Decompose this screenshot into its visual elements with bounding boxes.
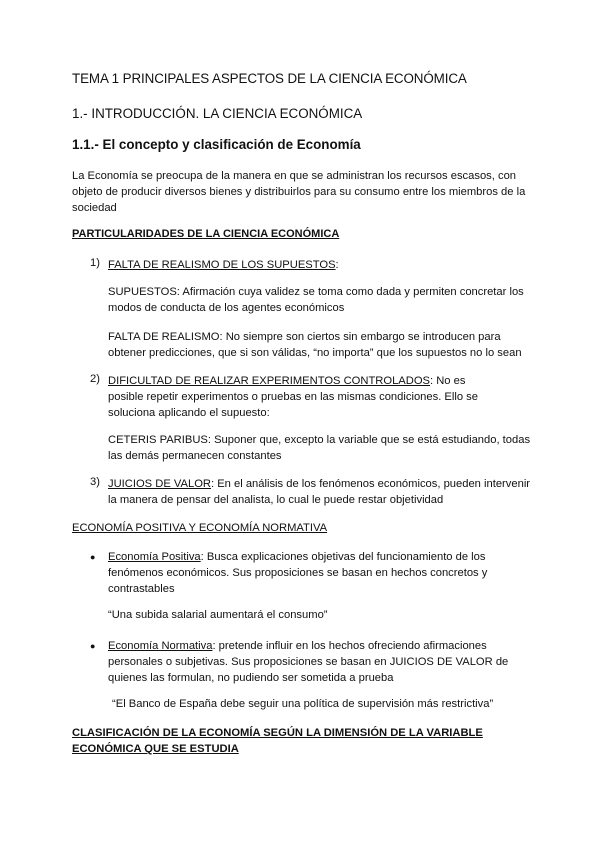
list-item-heading: DIFICULTAD DE REALIZAR EXPERIMENTOS CONTROLADOS xyxy=(108,375,430,387)
list-item-text: : En el análisis de los fenómenos económicos, pueden intervenir la manera de pensar del analista, lo cual le puede restar objetividad xyxy=(108,478,531,506)
falta-realismo-definition: FALTA DE REALISMO: No siempre son ciertos sin embargo se introducen para obtener predicciones, que si son válidas, “no importa” que los supuestos no lo sean xyxy=(108,331,522,359)
bullet-icon: ● xyxy=(90,552,96,562)
list-number: 1) xyxy=(90,257,100,269)
positiva-normativa-heading: ECONOMÍA POSITIVA Y ECONOMÍA NORMATIVA xyxy=(72,522,328,534)
list-item-text: : xyxy=(335,259,339,271)
list-item-text: : No es posible repetir experimentos o pruebas en las mismas condiciones. Ello se soluciona aplicando el supuesto: xyxy=(108,375,478,419)
list-number: 3) xyxy=(90,476,100,488)
list-item xyxy=(108,549,528,597)
bullet-icon: ● xyxy=(90,641,96,651)
list-number: 2) xyxy=(90,373,100,385)
supuestos-definition: SUPUESTOS: Afirmación cuya validez se toma como dada y permiten concretar los modos de conducta de los agentes económicos xyxy=(108,286,524,314)
document-title: TEMA 1 PRINCIPALES ASPECTOS DE LA CIENCIA ECONÓMICA xyxy=(72,71,467,86)
list-item xyxy=(108,638,538,686)
list-item-heading: FALTA DE REALISMO DE LOS SUPUESTOS xyxy=(108,259,336,271)
intro-paragraph: La Economía se preocupa de la manera en que se administran los recursos escasos, con objeto de producir diversos bienes y distribuirlos para su consumo entre los miembros de la sociedad xyxy=(72,170,526,214)
list-item xyxy=(108,257,538,273)
section-heading-1: 1.- INTRODUCCIÓN. LA CIENCIA ECONÓMICA xyxy=(72,106,363,121)
ceteris-paribus-definition: CETERIS PARIBUS: Suponer que, excepto la variable que se está estudiando, todas las demás permanecen constantes xyxy=(108,434,531,462)
list-item-heading: Economía Positiva xyxy=(108,551,201,563)
particularidades-heading: PARTICULARIDADES DE LA CIENCIA ECONÓMICA xyxy=(72,228,340,240)
list-item-text: : Busca explicaciones objetivas del funcionamiento de los fenómenos económicos. Sus proposiciones se basan en hechos concretos y contrastables xyxy=(108,551,488,595)
list-item-text: : pretende influir en los hechos ofreciendo afirmaciones personales o subjetivas. Sus proposiciones se basan en JUICIOS DE VALOR de quienes las formulan, no pudiendo ser sometida a prueba xyxy=(108,640,509,684)
clasificacion-heading: CLASIFICACIÓN DE LA ECONOMÍA SEGÚN LA DIMENSIÓN DE LA VARIABLE ECONÓMICA QUE SE ESTUDIA xyxy=(72,727,483,755)
list-item-heading: JUICIOS DE VALOR xyxy=(108,478,211,490)
positiva-example: “Una subida salarial aumentará el consumo” xyxy=(108,609,328,621)
normativa-example: “El Banco de España debe seguir una política de supervisión más restrictiva” xyxy=(112,698,494,710)
list-item xyxy=(108,373,503,421)
list-item xyxy=(108,476,533,508)
section-heading-1-1: 1.1.- El concepto y clasificación de Economía xyxy=(72,137,361,152)
list-item-heading: Economía Normativa xyxy=(108,640,213,652)
